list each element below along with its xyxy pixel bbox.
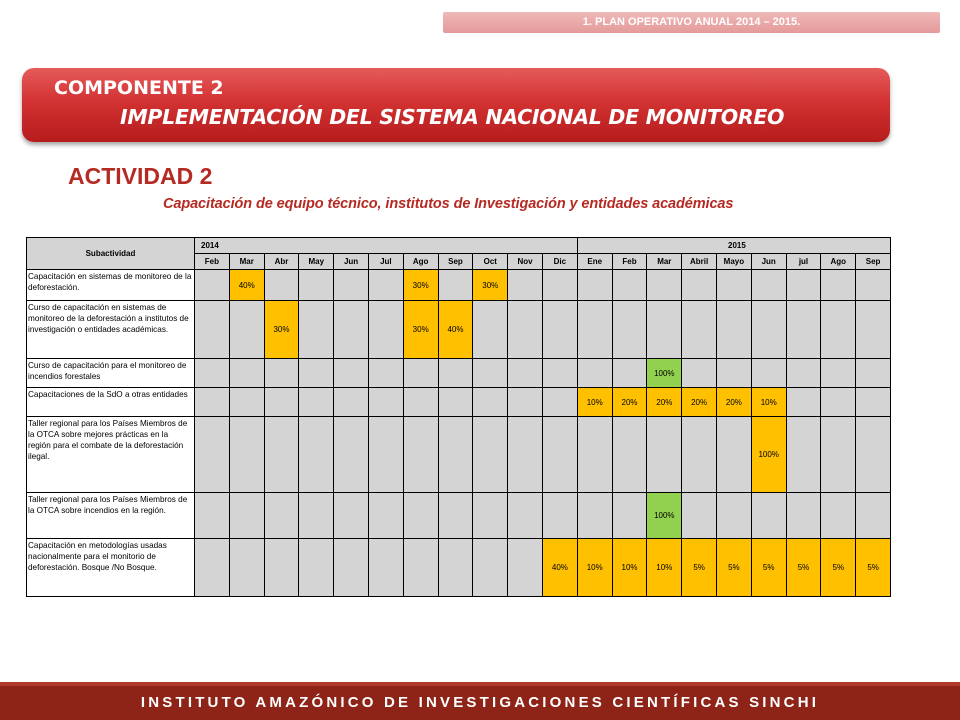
empty-cell [438, 493, 473, 539]
empty-cell [195, 270, 230, 301]
percentage-cell: 30% [403, 270, 438, 301]
percentage-cell: 40% [438, 301, 473, 359]
empty-cell [368, 270, 403, 301]
percentage-cell: 20% [682, 388, 717, 417]
empty-cell [473, 417, 508, 493]
empty-cell [682, 359, 717, 388]
percentage-cell: 10% [577, 388, 612, 417]
empty-cell [299, 270, 334, 301]
month-header: Ene [577, 254, 612, 270]
empty-cell [751, 270, 786, 301]
empty-cell [612, 359, 647, 388]
percentage-cell: 100% [647, 359, 682, 388]
empty-cell [508, 493, 543, 539]
empty-cell [786, 301, 821, 359]
empty-cell [786, 388, 821, 417]
empty-cell [195, 493, 230, 539]
empty-cell [751, 359, 786, 388]
empty-cell [751, 301, 786, 359]
empty-cell [438, 539, 473, 597]
empty-cell [195, 359, 230, 388]
percentage-cell: 100% [647, 493, 682, 539]
empty-cell [334, 301, 369, 359]
empty-cell [473, 301, 508, 359]
percentage-cell: 5% [717, 539, 752, 597]
month-header: Feb [195, 254, 230, 270]
empty-cell [368, 417, 403, 493]
empty-cell [508, 301, 543, 359]
empty-cell [334, 270, 369, 301]
empty-cell [856, 301, 891, 359]
subactivity-label: Capacitación en metodologías usadas nacionalmente para el monitorio de deforestación. Bosque /No Bosque. [27, 539, 195, 597]
month-header: jul [786, 254, 821, 270]
plan-banner: 1. PLAN OPERATIVO ANUAL 2014 – 2015. [443, 12, 940, 33]
empty-cell [334, 493, 369, 539]
empty-cell [368, 539, 403, 597]
activity-title: ACTIVIDAD 2 [68, 163, 213, 189]
empty-cell [542, 301, 577, 359]
empty-cell [473, 539, 508, 597]
component-title: COMPONENTE 2 [54, 77, 224, 99]
empty-cell [647, 301, 682, 359]
empty-cell [508, 388, 543, 417]
activity-description: Capacitación de equipo técnico, institutos de Investigación y entidades académicas [163, 196, 734, 212]
percentage-cell: 100% [751, 417, 786, 493]
empty-cell [403, 417, 438, 493]
subactivity-label: Taller regional para los Países Miembros de la OTCA sobre incendios en la región. [27, 493, 195, 539]
empty-cell [786, 417, 821, 493]
subactivity-label: Capacitaciones de la SdO a otras entidades [27, 388, 195, 417]
empty-cell [751, 493, 786, 539]
empty-cell [368, 493, 403, 539]
empty-cell [438, 359, 473, 388]
empty-cell [229, 539, 264, 597]
empty-cell [612, 417, 647, 493]
percentage-cell: 10% [647, 539, 682, 597]
empty-cell [473, 388, 508, 417]
month-header: Mayo [717, 254, 752, 270]
empty-cell [438, 270, 473, 301]
percentage-cell: 5% [751, 539, 786, 597]
month-header: Jun [751, 254, 786, 270]
percentage-cell: 20% [717, 388, 752, 417]
month-header: Abr [264, 254, 299, 270]
empty-cell [856, 388, 891, 417]
empty-cell [542, 359, 577, 388]
month-header: Sep [856, 254, 891, 270]
percentage-cell: 20% [647, 388, 682, 417]
empty-cell [299, 388, 334, 417]
empty-cell [612, 493, 647, 539]
month-header: Sep [438, 254, 473, 270]
empty-cell [195, 417, 230, 493]
empty-cell [229, 359, 264, 388]
percentage-cell: 5% [856, 539, 891, 597]
empty-cell [334, 359, 369, 388]
empty-cell [612, 270, 647, 301]
empty-cell [264, 417, 299, 493]
percentage-cell: 5% [821, 539, 856, 597]
empty-cell [856, 270, 891, 301]
percentage-cell: 10% [751, 388, 786, 417]
empty-cell [438, 388, 473, 417]
month-header: Oct [473, 254, 508, 270]
empty-cell [473, 493, 508, 539]
empty-cell [299, 539, 334, 597]
percentage-cell: 30% [403, 301, 438, 359]
percentage-cell: 10% [612, 539, 647, 597]
percentage-cell: 30% [264, 301, 299, 359]
empty-cell [473, 359, 508, 388]
table-row [27, 388, 891, 417]
empty-cell [229, 417, 264, 493]
month-header: Ago [821, 254, 856, 270]
empty-cell [682, 301, 717, 359]
month-header: Jul [368, 254, 403, 270]
empty-cell [612, 301, 647, 359]
month-header: May [299, 254, 334, 270]
empty-cell [682, 493, 717, 539]
empty-cell [856, 493, 891, 539]
subactivity-label: Curso de capacitación para el monitoreo de incendios forestales [27, 359, 195, 388]
empty-cell [717, 493, 752, 539]
empty-cell [334, 539, 369, 597]
year-2015-header: 2015 [577, 238, 890, 254]
empty-cell [508, 270, 543, 301]
empty-cell [264, 359, 299, 388]
empty-cell [229, 493, 264, 539]
table-row [27, 270, 891, 301]
percentage-cell: 40% [229, 270, 264, 301]
component-subtitle: IMPLEMENTACIÓN DEL SISTEMA NACIONAL DE MONITOREO [120, 105, 785, 129]
month-header: Jun [334, 254, 369, 270]
empty-cell [334, 388, 369, 417]
empty-cell [403, 359, 438, 388]
empty-cell [403, 493, 438, 539]
table-row [27, 301, 891, 359]
empty-cell [542, 493, 577, 539]
month-header: Mar [229, 254, 264, 270]
footer-institute: INSTITUTO AMAZÓNICO DE INVESTIGACIONES CIENTÍFICAS SINCHI [0, 682, 960, 720]
empty-cell [717, 359, 752, 388]
subactivity-label: Curso de capacitación en sistemas de monitoreo de la deforestación a institutos de investigación o entidades académicas. [27, 301, 195, 359]
empty-cell [821, 417, 856, 493]
empty-cell [299, 359, 334, 388]
empty-cell [856, 417, 891, 493]
month-header: Feb [612, 254, 647, 270]
empty-cell [577, 493, 612, 539]
empty-cell [577, 301, 612, 359]
empty-cell [229, 301, 264, 359]
empty-cell [229, 388, 264, 417]
empty-cell [682, 270, 717, 301]
empty-cell [821, 359, 856, 388]
empty-cell [403, 539, 438, 597]
month-header: Ago [403, 254, 438, 270]
empty-cell [856, 359, 891, 388]
empty-cell [577, 270, 612, 301]
month-header: Dic [542, 254, 577, 270]
subactivity-header: Subactividad [27, 238, 195, 270]
empty-cell [821, 301, 856, 359]
table-row [27, 417, 891, 493]
empty-cell [786, 359, 821, 388]
empty-cell [786, 270, 821, 301]
percentage-cell: 5% [682, 539, 717, 597]
subactivity-label: Taller regional para los Países Miembros de la OTCA sobre mejores prácticas en la región para el combate de la deforestación ilegal. [27, 417, 195, 493]
component-header [22, 68, 890, 142]
month-header: Abril [682, 254, 717, 270]
empty-cell [542, 270, 577, 301]
empty-cell [786, 493, 821, 539]
table-row [27, 539, 891, 597]
empty-cell [821, 388, 856, 417]
empty-cell [403, 388, 438, 417]
empty-cell [368, 301, 403, 359]
percentage-cell: 5% [786, 539, 821, 597]
empty-cell [717, 301, 752, 359]
empty-cell [542, 417, 577, 493]
empty-cell [717, 270, 752, 301]
empty-cell [264, 493, 299, 539]
year-2014-header: 2014 [195, 238, 578, 254]
percentage-cell: 10% [577, 539, 612, 597]
empty-cell [368, 359, 403, 388]
month-header: Nov [508, 254, 543, 270]
empty-cell [264, 539, 299, 597]
month-header: Mar [647, 254, 682, 270]
table-row [27, 359, 891, 388]
empty-cell [368, 388, 403, 417]
empty-cell [195, 388, 230, 417]
empty-cell [821, 270, 856, 301]
empty-cell [542, 388, 577, 417]
empty-cell [299, 301, 334, 359]
empty-cell [647, 270, 682, 301]
empty-cell [647, 417, 682, 493]
empty-cell [577, 417, 612, 493]
percentage-cell: 30% [473, 270, 508, 301]
percentage-cell: 40% [542, 539, 577, 597]
empty-cell [264, 270, 299, 301]
empty-cell [334, 417, 369, 493]
empty-cell [821, 493, 856, 539]
empty-cell [299, 417, 334, 493]
schedule-table [26, 237, 891, 597]
table-row [27, 493, 891, 539]
empty-cell [577, 359, 612, 388]
empty-cell [682, 417, 717, 493]
empty-cell [508, 417, 543, 493]
percentage-cell: 20% [612, 388, 647, 417]
empty-cell [508, 359, 543, 388]
empty-cell [508, 539, 543, 597]
empty-cell [438, 417, 473, 493]
empty-cell [717, 417, 752, 493]
empty-cell [195, 539, 230, 597]
empty-cell [299, 493, 334, 539]
subactivity-label: Capacitación en sistemas de monitoreo de la deforestación. [27, 270, 195, 301]
empty-cell [264, 388, 299, 417]
empty-cell [195, 301, 230, 359]
